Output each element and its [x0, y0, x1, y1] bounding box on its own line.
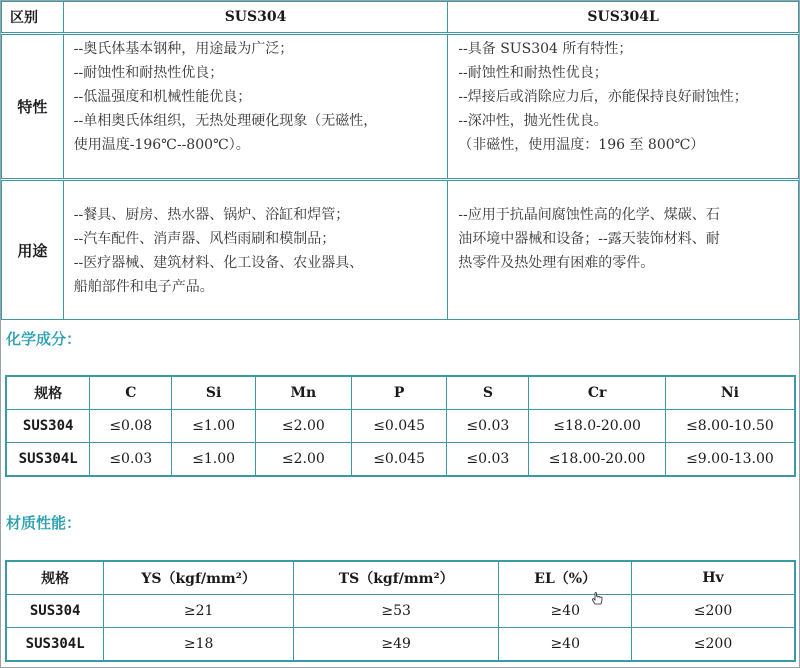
- text-line: --餐具、厨房、热水器、锅炉、浴缸和焊管；: [73, 207, 350, 223]
- text-line: --焊接后或消除应力后，亦能保持良好耐蚀性；: [458, 89, 748, 105]
- table-cell: ≤200: [632, 595, 795, 628]
- comparison-header-row: [2, 2, 799, 34]
- sus304-applications: [63, 180, 448, 320]
- table-cell: ≥40: [499, 628, 632, 662]
- text-line: 油环境中器械和设备；--露天装饰材料、耐: [458, 231, 720, 247]
- text-line: （非磁性，使用温度：196 至 800℃）: [458, 137, 705, 153]
- text-line: 热零件及热处理有困难的零件。: [458, 255, 655, 271]
- table-cell: SUS304: [6, 410, 90, 443]
- header-sus304l: SUS304L: [448, 2, 799, 34]
- chem-header-si: Si: [172, 376, 256, 410]
- table-cell: SUS304: [6, 595, 104, 628]
- text-line: --应用于抗晶间腐蚀性高的化学、煤碳、石: [458, 207, 720, 223]
- table-cell: ≤2.00: [255, 410, 351, 443]
- mat-row-sus304: [6, 595, 795, 628]
- table-cell: ≤0.045: [351, 410, 447, 443]
- text-line: --耐蚀性和耐热性优良；: [458, 65, 608, 81]
- chem-header-spec: 规格: [6, 376, 90, 410]
- text-line: --单相奥氏体组织，无热处理硬化现象（无磁性，: [73, 113, 378, 129]
- sus304-properties: [63, 34, 448, 180]
- chem-row-sus304: [6, 410, 795, 443]
- chem-header-cr: Cr: [529, 376, 666, 410]
- table-cell: ≤8.00-10.50: [665, 410, 795, 443]
- table-cell: ≥40: [499, 595, 632, 628]
- hand-cursor-icon: [591, 592, 603, 606]
- table-cell: ≤2.00: [255, 443, 351, 477]
- applications-row: [2, 180, 799, 320]
- text-line: --汽车配件、消声器、风档雨刷和模制品；: [73, 231, 336, 247]
- table-cell: ≥53: [293, 595, 499, 628]
- chem-header-p: P: [351, 376, 447, 410]
- table-cell: ≤18.00-20.00: [529, 443, 666, 477]
- chem-row-sus304l: [6, 443, 795, 477]
- mat-header-row: [6, 561, 795, 595]
- table-cell: ≤9.00-13.00: [665, 443, 795, 477]
- chem-header-s: S: [447, 376, 529, 410]
- chem-section-title: 化学成分：: [6, 330, 82, 348]
- sus304l-applications: [448, 180, 799, 320]
- text-line: --具备 SUS304 所有特性；: [458, 41, 633, 57]
- table-cell: ≤200: [632, 628, 795, 662]
- mat-header-ts: TS（kgf/mm²）: [293, 561, 499, 595]
- text-line: 使用温度-196℃--800℃）。: [73, 137, 250, 153]
- mat-row-sus304l: [6, 628, 795, 662]
- text-line: --深冲性，抛光性优良。: [458, 113, 608, 129]
- text-line: 船舶部件和电子产品。: [73, 279, 214, 295]
- table-cell: ≥18: [104, 628, 294, 662]
- mat-header-ys: YS（kgf/mm²）: [104, 561, 294, 595]
- table-cell: ≤0.045: [351, 443, 447, 477]
- header-distinction: 区别: [2, 2, 64, 34]
- properties-row: [2, 34, 799, 180]
- chem-header-mn: Mn: [255, 376, 351, 410]
- text-line: --奥氏体基本钢种，用途最为广泛；: [73, 41, 294, 57]
- comparison-table: [1, 1, 799, 320]
- material-properties-table: [5, 560, 796, 662]
- mat-header-hv: Hv: [632, 561, 795, 595]
- table-cell: SUS304L: [6, 443, 90, 477]
- header-sus304: SUS304: [63, 2, 448, 34]
- chemical-composition-table: [5, 375, 796, 477]
- table-cell: ≤18.0-20.00: [529, 410, 666, 443]
- chem-header-ni: Ni: [665, 376, 795, 410]
- mat-section-title: 材质性能：: [6, 514, 82, 532]
- text-line: --医疗器械、建筑材料、化工设备、农业器具、: [73, 255, 364, 271]
- row-label-applications: 用途: [2, 180, 64, 320]
- table-cell: ≥49: [293, 628, 499, 662]
- table-cell: ≥21: [104, 595, 294, 628]
- text-line: --低温强度和机械性能优良；: [73, 89, 252, 105]
- row-label-properties: 特性: [2, 34, 64, 180]
- chem-header-c: C: [90, 376, 172, 410]
- text-line: --耐蚀性和耐热性优良；: [73, 65, 224, 81]
- mat-header-el: EL（%）: [499, 561, 632, 595]
- table-cell: ≤0.08: [90, 410, 172, 443]
- table-cell: ≤0.03: [447, 410, 529, 443]
- mat-header-spec: 规格: [6, 561, 104, 595]
- table-cell: ≤1.00: [172, 410, 256, 443]
- table-cell: ≤0.03: [447, 443, 529, 477]
- table-cell: ≤0.03: [90, 443, 172, 477]
- chem-header-row: [6, 376, 795, 410]
- table-cell: SUS304L: [6, 628, 104, 662]
- sus304l-properties: [448, 34, 799, 180]
- table-cell: ≤1.00: [172, 443, 256, 477]
